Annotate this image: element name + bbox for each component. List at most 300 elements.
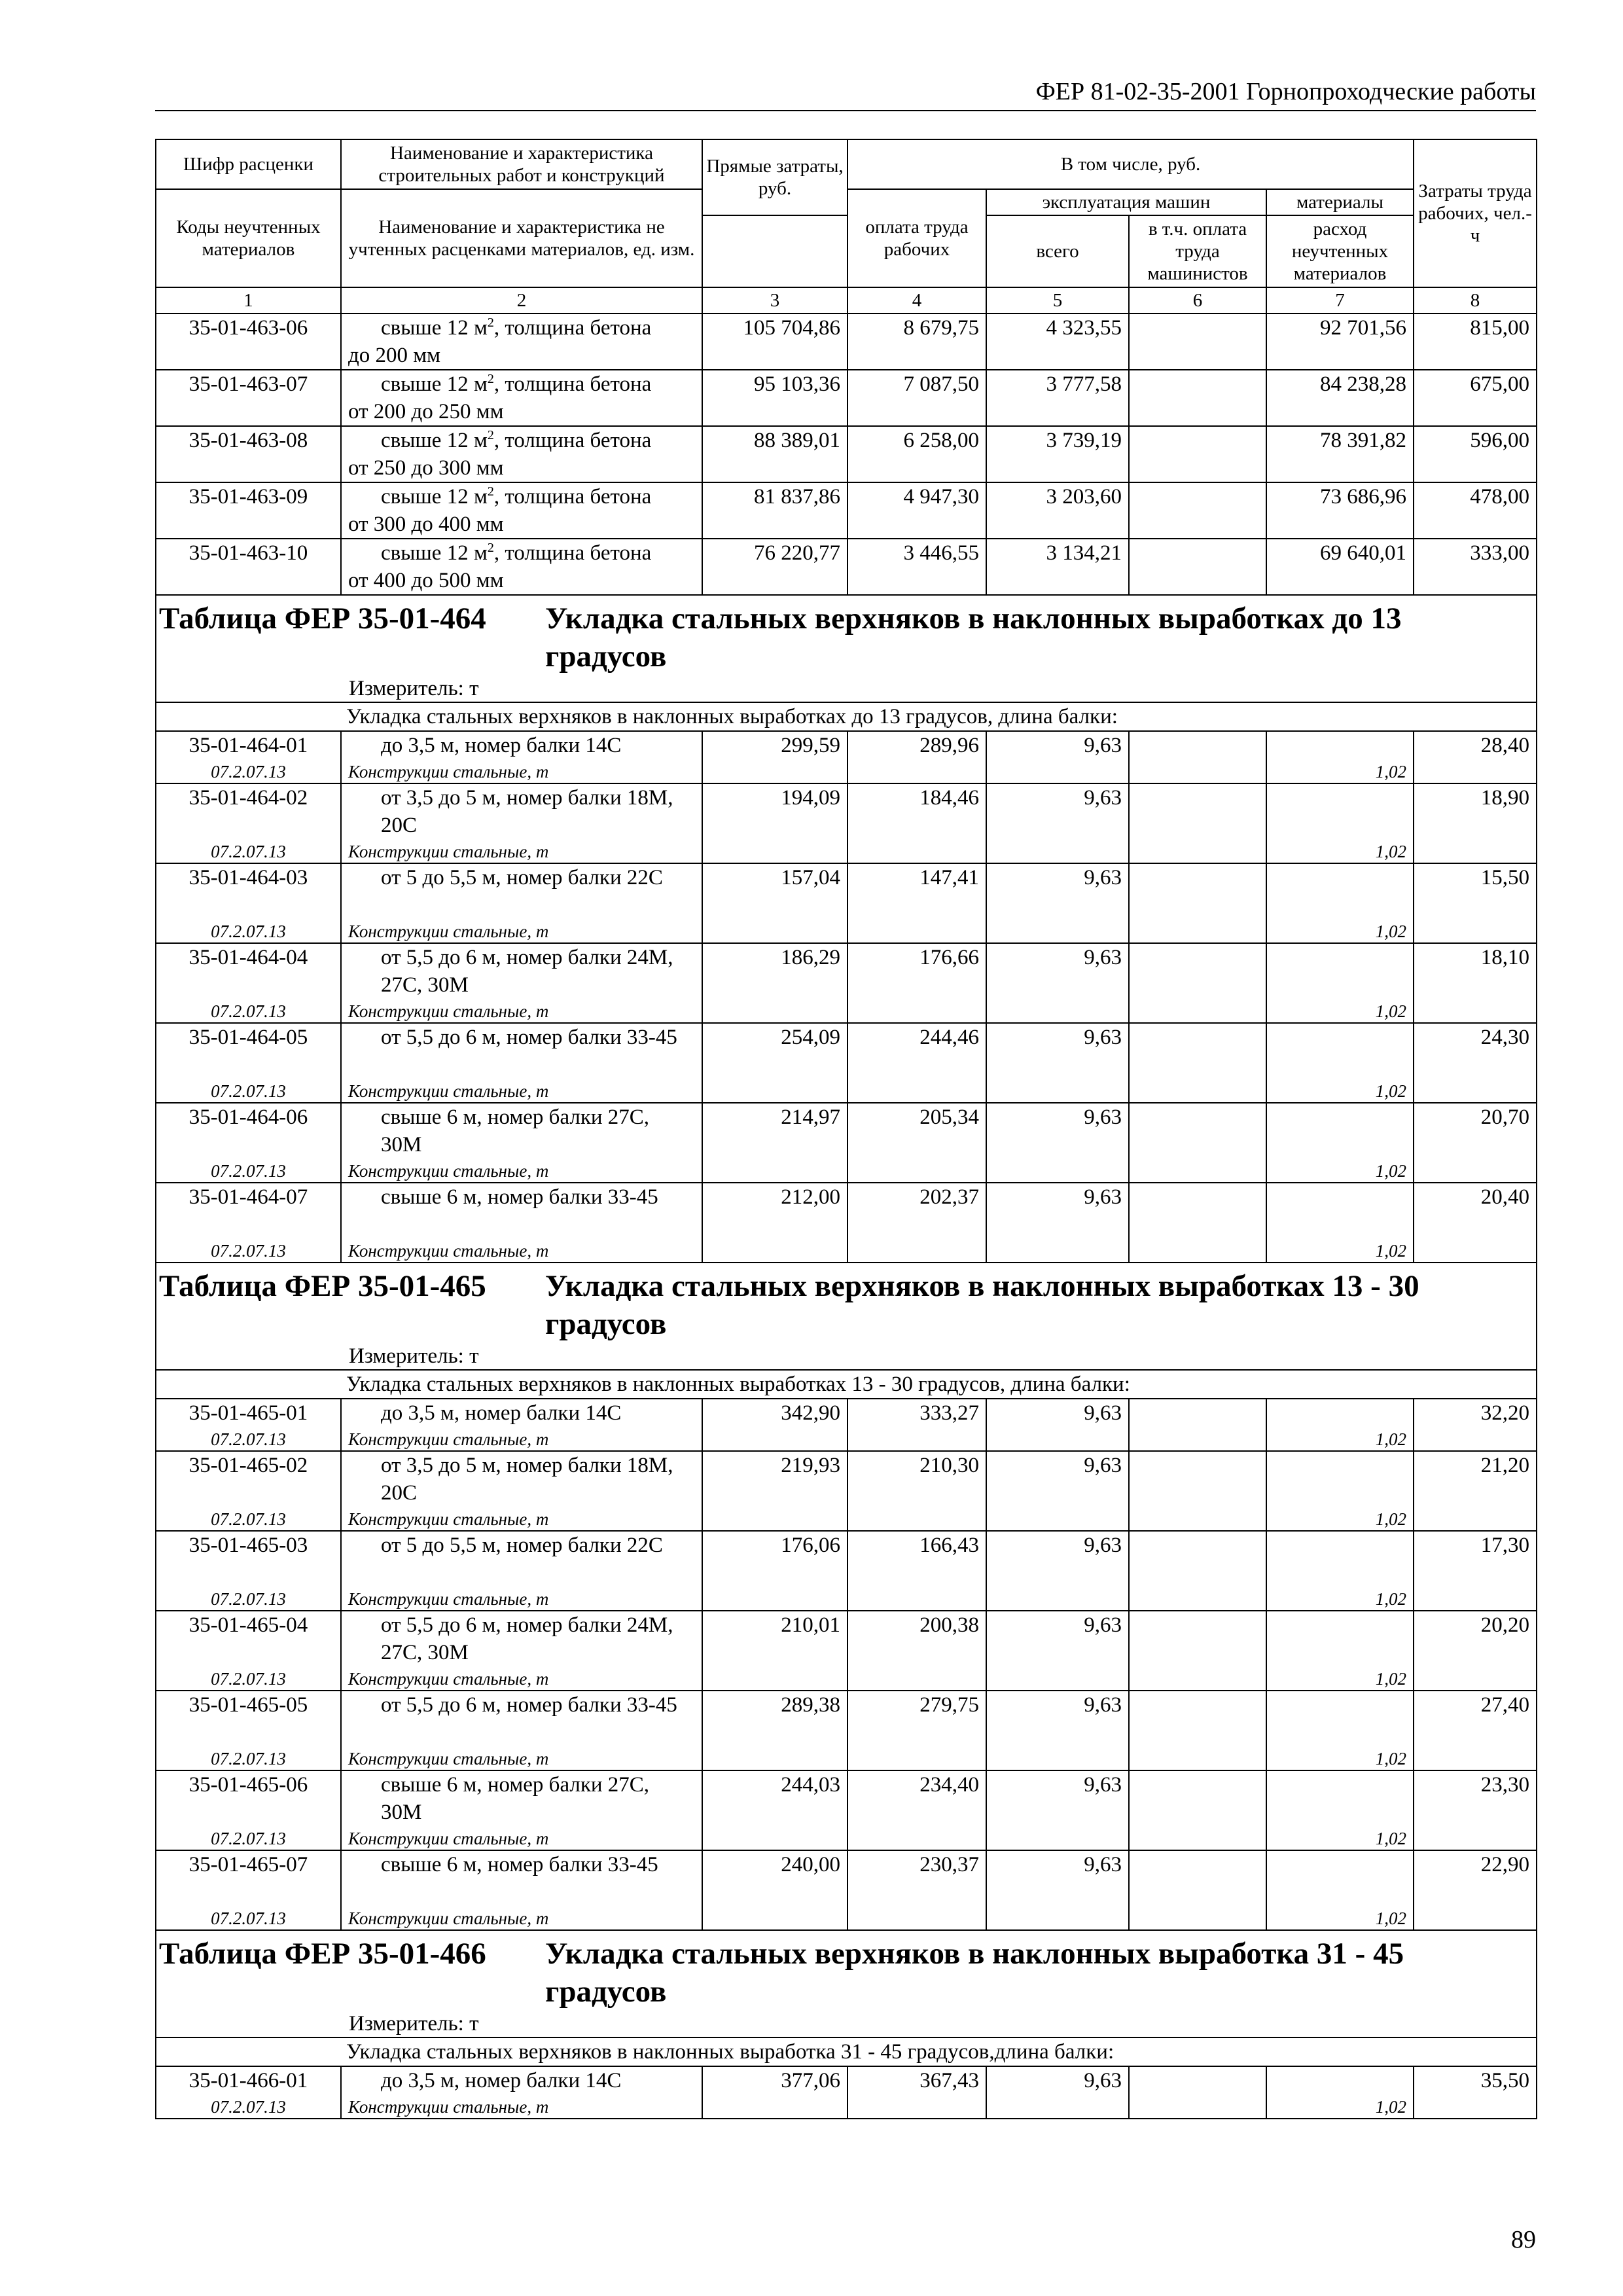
empty-cell	[986, 1001, 1129, 1023]
empty-cell	[847, 841, 986, 863]
direct-cost: 299,59	[702, 731, 847, 761]
material-quantity: 1,02	[1266, 1668, 1414, 1691]
rate-row	[156, 1399, 1537, 1429]
direct-cost: 157,04	[702, 863, 847, 921]
rate-code: 35-01-465-04	[156, 1611, 341, 1668]
empty-cell	[1414, 1828, 1537, 1850]
materials-use: 92 701,56	[1266, 314, 1414, 370]
labor-cost: 20,40	[1414, 1183, 1537, 1240]
empty-cell	[986, 1588, 1129, 1611]
empty-cell	[1414, 1081, 1537, 1103]
empty-cell	[847, 1429, 986, 1451]
material-quantity: 1,02	[1266, 1509, 1414, 1531]
table-title-row	[156, 1930, 1537, 2037]
labor-cost: 675,00	[1414, 370, 1537, 426]
rate-code: 35-01-463-09	[156, 482, 341, 539]
machines-total: 3 134,21	[986, 539, 1129, 595]
labor-cost: 21,20	[1414, 1451, 1537, 1509]
col-name-header: Наименование и характеристика строительных работ и конструкций	[341, 139, 702, 189]
rate-code: 35-01-464-06	[156, 1103, 341, 1160]
material-quantity: 1,02	[1266, 761, 1414, 783]
labor-cost: 20,20	[1414, 1611, 1537, 1668]
machines-total: 3 777,58	[986, 370, 1129, 426]
material-name: Конструкции стальные, т	[341, 841, 702, 863]
machines-total: 9,63	[986, 783, 1129, 841]
table-subheading: Укладка стальных верхняков в наклонных выработка 31 - 45 градусов,длина балки:	[156, 2037, 1537, 2066]
material-quantity: 1,02	[1266, 1001, 1414, 1023]
material-name: Конструкции стальные, т	[341, 1160, 702, 1183]
empty-cell	[986, 841, 1129, 863]
empty-cell	[847, 1588, 986, 1611]
empty-cell	[1129, 1001, 1266, 1023]
material-code: 07.2.07.13	[156, 1748, 341, 1770]
rate-name-sup: 2	[487, 315, 494, 330]
col-machines-labor-header: в т.ч. оплата труда машинистов	[1129, 215, 1266, 287]
col-number: 8	[1414, 287, 1537, 314]
material-code: 07.2.07.13	[156, 1668, 341, 1691]
direct-cost: 186,29	[702, 943, 847, 1001]
rates-table-body	[156, 139, 1537, 2119]
materials-use	[1266, 1023, 1414, 1081]
machines-labor	[1129, 1451, 1266, 1509]
material-quantity: 1,02	[1266, 1908, 1414, 1930]
empty-cell	[702, 1748, 847, 1770]
material-name: Конструкции стальные, т	[341, 1001, 702, 1023]
page-number: 89	[1511, 2226, 1536, 2253]
rate-code: 35-01-464-04	[156, 943, 341, 1001]
col-number: 4	[847, 287, 986, 314]
rate-row	[156, 943, 1537, 1001]
rate-code: 35-01-464-05	[156, 1023, 341, 1081]
table-subheading-row	[156, 702, 1537, 731]
direct-cost: 219,93	[702, 1451, 847, 1509]
material-quantity: 1,02	[1266, 1240, 1414, 1263]
labor-pay: 7 087,50	[847, 370, 986, 426]
direct-cost: 289,38	[702, 1691, 847, 1748]
labor-pay: 230,37	[847, 1850, 986, 1908]
machines-total: 9,63	[986, 1850, 1129, 1908]
rate-name-part: , толщина бетона	[493, 429, 652, 452]
direct-cost: 105 704,86	[702, 314, 847, 370]
direct-cost: 194,09	[702, 783, 847, 841]
table-subheading-row	[156, 2037, 1537, 2066]
rate-name: от 5,5 до 6 м, номер балки 24М, 27С, 30М	[341, 943, 702, 1001]
col-number: 5	[986, 287, 1129, 314]
machines-labor	[1129, 539, 1266, 595]
empty-cell	[847, 1509, 986, 1531]
materials-use	[1266, 943, 1414, 1001]
rate-row	[156, 1103, 1537, 1160]
material-quantity: 1,02	[1266, 1160, 1414, 1183]
rate-row	[156, 539, 1537, 595]
material-row	[156, 1160, 1537, 1183]
direct-cost: 95 103,36	[702, 370, 847, 426]
direct-cost: 240,00	[702, 1850, 847, 1908]
empty-cell	[1129, 1240, 1266, 1263]
rate-row	[156, 482, 1537, 539]
table-title-row	[156, 1263, 1537, 1370]
empty-cell	[1129, 841, 1266, 863]
col-materials-header: материалы	[1266, 189, 1414, 215]
table-number: Таблица ФЕР 35-01-465	[159, 1269, 486, 1303]
labor-pay: 367,43	[847, 2066, 986, 2096]
table-title	[159, 1267, 1532, 1343]
empty-cell	[1414, 1160, 1537, 1183]
labor-cost: 18,10	[1414, 943, 1537, 1001]
empty-cell	[847, 1828, 986, 1850]
empty-cell	[702, 2096, 847, 2119]
empty-cell	[1414, 761, 1537, 783]
rate-code: 35-01-465-02	[156, 1451, 341, 1509]
empty-cell	[1129, 1668, 1266, 1691]
machines-total: 9,63	[986, 943, 1129, 1001]
rate-row	[156, 1770, 1537, 1828]
material-code: 07.2.07.13	[156, 841, 341, 863]
empty-cell	[1414, 1509, 1537, 1531]
table-number: Таблица ФЕР 35-01-464	[159, 601, 486, 636]
machines-labor	[1129, 1023, 1266, 1081]
material-name: Конструкции стальные, т	[341, 1081, 702, 1103]
material-code: 07.2.07.13	[156, 1240, 341, 1263]
labor-pay: 176,66	[847, 943, 986, 1001]
rate-row	[156, 426, 1537, 482]
labor-pay: 6 258,00	[847, 426, 986, 482]
empty-cell	[847, 1001, 986, 1023]
materials-use	[1266, 1399, 1414, 1429]
empty-cell	[986, 1668, 1129, 1691]
direct-cost: 377,06	[702, 2066, 847, 2096]
material-code: 07.2.07.13	[156, 2096, 341, 2119]
rate-row	[156, 370, 1537, 426]
material-row	[156, 841, 1537, 863]
machines-total: 3 203,60	[986, 482, 1129, 539]
table-title-row	[156, 595, 1537, 702]
rate-name: от 5,5 до 6 м, номер балки 33-45	[341, 1691, 702, 1748]
labor-pay: 147,41	[847, 863, 986, 921]
materials-use	[1266, 731, 1414, 761]
empty-cell	[702, 1509, 847, 1531]
rate-code: 35-01-463-08	[156, 426, 341, 482]
empty-cell	[702, 1160, 847, 1183]
empty-cell	[1129, 1828, 1266, 1850]
empty-cell	[1129, 921, 1266, 943]
empty-cell	[1129, 1081, 1266, 1103]
empty-cell	[702, 921, 847, 943]
col-code-header: Шифр расценки	[156, 139, 341, 189]
labor-pay: 4 947,30	[847, 482, 986, 539]
material-quantity: 1,02	[1266, 1081, 1414, 1103]
direct-cost: 342,90	[702, 1399, 847, 1429]
material-name: Конструкции стальные, т	[341, 761, 702, 783]
rate-name-part: от 400 до 500 мм	[348, 569, 504, 592]
rate-code: 35-01-464-03	[156, 863, 341, 921]
labor-pay: 210,30	[847, 1451, 986, 1509]
materials-use	[1266, 1770, 1414, 1828]
rate-name-part: свыше 12 м	[381, 372, 488, 396]
material-quantity: 1,02	[1266, 2096, 1414, 2119]
machines-labor	[1129, 1691, 1266, 1748]
machines-labor	[1129, 731, 1266, 761]
materials-use	[1266, 1611, 1414, 1668]
empty-cell	[986, 1748, 1129, 1770]
material-name: Конструкции стальные, т	[341, 1588, 702, 1611]
col-incl-header: В том числе, руб.	[847, 139, 1414, 189]
machines-total: 9,63	[986, 1770, 1129, 1828]
col-machines-total-header: всего	[986, 215, 1129, 287]
col-machines-header: эксплуатация машин	[986, 189, 1266, 215]
rate-name: до 3,5 м, номер балки 14С	[341, 2066, 702, 2096]
material-name: Конструкции стальные, т	[341, 1908, 702, 1930]
materials-use: 78 391,82	[1266, 426, 1414, 482]
direct-cost: 212,00	[702, 1183, 847, 1240]
rate-code: 35-01-463-06	[156, 314, 341, 370]
rate-name-part: свыше 12 м	[381, 541, 488, 565]
material-name: Конструкции стальные, т	[341, 921, 702, 943]
machines-total: 9,63	[986, 2066, 1129, 2096]
labor-cost: 22,90	[1414, 1850, 1537, 1908]
labor-cost: 333,00	[1414, 539, 1537, 595]
machines-labor	[1129, 783, 1266, 841]
material-quantity: 1,02	[1266, 1828, 1414, 1850]
table-unit: Измеритель: т	[349, 677, 479, 700]
table-title	[159, 1935, 1532, 2011]
empty-cell	[1414, 1429, 1537, 1451]
empty-cell	[1129, 1429, 1266, 1451]
materials-use	[1266, 2066, 1414, 2096]
direct-cost: 76 220,77	[702, 539, 847, 595]
machines-labor	[1129, 1850, 1266, 1908]
empty-cell	[986, 2096, 1129, 2119]
rate-name: свыше 6 м, номер балки 27С, 30М	[341, 1103, 702, 1160]
rate-name-part: свыше 12 м	[381, 485, 488, 509]
empty-cell	[847, 2096, 986, 2119]
machines-total: 9,63	[986, 1183, 1129, 1240]
empty-cell	[1414, 1748, 1537, 1770]
materials-use	[1266, 783, 1414, 841]
table-title	[159, 600, 1532, 675]
machines-total: 9,63	[986, 863, 1129, 921]
rate-code: 35-01-463-07	[156, 370, 341, 426]
rate-row	[156, 1023, 1537, 1081]
labor-pay: 205,34	[847, 1103, 986, 1160]
material-row	[156, 1828, 1537, 1850]
table-title-cell	[156, 595, 1537, 702]
empty-cell	[847, 921, 986, 943]
material-row	[156, 1588, 1537, 1611]
materials-use	[1266, 1183, 1414, 1240]
materials-use: 73 686,96	[1266, 482, 1414, 539]
labor-cost: 815,00	[1414, 314, 1537, 370]
material-row	[156, 761, 1537, 783]
labor-cost: 596,00	[1414, 426, 1537, 482]
table-caption: Укладка стальных верхняков в наклонных выработка 31 - 45 градусов	[545, 1937, 1404, 2009]
machines-total: 9,63	[986, 731, 1129, 761]
machines-labor	[1129, 426, 1266, 482]
machines-labor	[1129, 1183, 1266, 1240]
empty-cell	[702, 1081, 847, 1103]
col-number: 3	[702, 287, 847, 314]
machines-total: 9,63	[986, 1023, 1129, 1081]
col-mname-header: Наименование и характеристика не учтенных расценками материалов, ед. изм.	[341, 189, 702, 287]
empty-cell	[986, 1908, 1129, 1930]
empty-cell	[1414, 1908, 1537, 1930]
rate-name: свыше 6 м, номер балки 27С, 30М	[341, 1770, 702, 1828]
material-name: Конструкции стальные, т	[341, 1668, 702, 1691]
empty-cell	[1129, 1588, 1266, 1611]
empty-cell	[1129, 1160, 1266, 1183]
rates-table	[155, 139, 1537, 2119]
materials-use	[1266, 1451, 1414, 1509]
rate-name-part: от 250 до 300 мм	[348, 456, 504, 480]
material-code: 07.2.07.13	[156, 1081, 341, 1103]
material-row	[156, 1240, 1537, 1263]
labor-cost: 17,30	[1414, 1531, 1537, 1588]
machines-labor	[1129, 314, 1266, 370]
material-row	[156, 1429, 1537, 1451]
machines-labor	[1129, 1611, 1266, 1668]
materials-use	[1266, 863, 1414, 921]
machines-labor	[1129, 863, 1266, 921]
col-number: 2	[341, 287, 702, 314]
col-materials-use-header: расход неучтенных материалов	[1266, 215, 1414, 287]
empty-cell	[1129, 1748, 1266, 1770]
materials-use: 84 238,28	[1266, 370, 1414, 426]
empty-cell	[1414, 1001, 1537, 1023]
machines-total: 9,63	[986, 1451, 1129, 1509]
empty-cell	[1414, 2096, 1537, 2119]
rate-name-part: , толщина бетона	[493, 316, 652, 340]
material-row	[156, 2096, 1537, 2119]
labor-pay: 234,40	[847, 1770, 986, 1828]
machines-labor	[1129, 943, 1266, 1001]
material-code: 07.2.07.13	[156, 1429, 341, 1451]
labor-cost: 478,00	[1414, 482, 1537, 539]
rate-name-part: свыше 12 м	[381, 316, 488, 340]
rate-row	[156, 1451, 1537, 1509]
rate-code: 35-01-466-01	[156, 2066, 341, 2096]
labor-cost: 32,20	[1414, 1399, 1537, 1429]
empty-cell	[702, 1828, 847, 1850]
rate-row	[156, 2066, 1537, 2096]
rate-code: 35-01-465-07	[156, 1850, 341, 1908]
direct-cost: 88 389,01	[702, 426, 847, 482]
material-row	[156, 1908, 1537, 1930]
material-name: Конструкции стальные, т	[341, 2096, 702, 2119]
rate-row	[156, 783, 1537, 841]
direct-cost: 254,09	[702, 1023, 847, 1081]
material-row	[156, 1509, 1537, 1531]
table-unit: Измеритель: т	[349, 1344, 479, 1368]
rate-name-part: до 200 мм	[348, 344, 441, 367]
rate-name-part: свыше 12 м	[381, 429, 488, 452]
labor-cost: 15,50	[1414, 863, 1537, 921]
empty-cell	[847, 1748, 986, 1770]
direct-cost: 244,03	[702, 1770, 847, 1828]
materials-use	[1266, 1691, 1414, 1748]
col-labor-header: Затраты труда рабочих, чел.-ч	[1414, 139, 1537, 287]
machines-total: 4 323,55	[986, 314, 1129, 370]
labor-pay: 184,46	[847, 783, 986, 841]
machines-total: 9,63	[986, 1103, 1129, 1160]
table-caption: Укладка стальных верхняков в наклонных выработках до 13 градусов	[545, 601, 1402, 673]
empty-cell	[702, 761, 847, 783]
material-row	[156, 1001, 1537, 1023]
labor-cost: 20,70	[1414, 1103, 1537, 1160]
direct-cost: 210,01	[702, 1611, 847, 1668]
rate-name	[341, 426, 702, 482]
material-name: Конструкции стальные, т	[341, 1828, 702, 1850]
material-name: Конструкции стальные, т	[341, 1748, 702, 1770]
rate-name-part: от 200 до 250 мм	[348, 400, 504, 423]
rate-name-sup: 2	[487, 372, 494, 386]
rate-code: 35-01-463-10	[156, 539, 341, 595]
direct-cost: 176,06	[702, 1531, 847, 1588]
page-header	[155, 71, 1536, 111]
col-direct-sub-empty	[702, 215, 847, 287]
direct-cost: 81 837,86	[702, 482, 847, 539]
col-pay-header: оплата труда рабочих	[847, 189, 986, 287]
table-subheading: Укладка стальных верхняков в наклонных выработках 13 - 30 градусов, длина балки:	[156, 1370, 1537, 1399]
empty-cell	[1414, 1240, 1537, 1263]
rate-row	[156, 1611, 1537, 1668]
material-name: Конструкции стальные, т	[341, 1429, 702, 1451]
col-number: 1	[156, 287, 341, 314]
material-quantity: 1,02	[1266, 841, 1414, 863]
col-number: 7	[1266, 287, 1414, 314]
machines-total: 3 739,19	[986, 426, 1129, 482]
rate-row	[156, 863, 1537, 921]
rate-code: 35-01-465-01	[156, 1399, 341, 1429]
empty-cell	[702, 1908, 847, 1930]
rate-row	[156, 1531, 1537, 1588]
labor-pay: 333,27	[847, 1399, 986, 1429]
material-code: 07.2.07.13	[156, 921, 341, 943]
rate-row	[156, 314, 1537, 370]
empty-cell	[847, 1160, 986, 1183]
rate-name: свыше 6 м, номер балки 33-45	[341, 1183, 702, 1240]
rate-name	[341, 370, 702, 426]
material-quantity: 1,02	[1266, 1588, 1414, 1611]
machines-labor	[1129, 482, 1266, 539]
machines-total: 9,63	[986, 1691, 1129, 1748]
empty-cell	[847, 1908, 986, 1930]
rate-name: до 3,5 м, номер балки 14С	[341, 1399, 702, 1429]
rate-row	[156, 731, 1537, 761]
rate-code: 35-01-465-05	[156, 1691, 341, 1748]
empty-cell	[986, 1509, 1129, 1531]
rate-name: свыше 6 м, номер балки 33-45	[341, 1850, 702, 1908]
labor-pay: 244,46	[847, 1023, 986, 1081]
empty-cell	[1414, 1668, 1537, 1691]
col-mcode-header: Коды неучтенных материалов	[156, 189, 341, 287]
rate-name: от 5,5 до 6 м, номер балки 24М, 27С, 30М	[341, 1611, 702, 1668]
material-name: Конструкции стальные, т	[341, 1509, 702, 1531]
rate-name: от 3,5 до 5 м, номер балки 18М, 20С	[341, 1451, 702, 1509]
empty-cell	[702, 841, 847, 863]
table-number: Таблица ФЕР 35-01-466	[159, 1937, 486, 1971]
material-code: 07.2.07.13	[156, 1160, 341, 1183]
materials-use	[1266, 1103, 1414, 1160]
materials-use	[1266, 1531, 1414, 1588]
empty-cell	[847, 761, 986, 783]
labor-pay: 200,38	[847, 1611, 986, 1668]
material-row	[156, 1748, 1537, 1770]
empty-cell	[1414, 1588, 1537, 1611]
rate-name-sup: 2	[487, 484, 494, 499]
empty-cell	[986, 1160, 1129, 1183]
rate-row	[156, 1850, 1537, 1908]
labor-pay: 279,75	[847, 1691, 986, 1748]
